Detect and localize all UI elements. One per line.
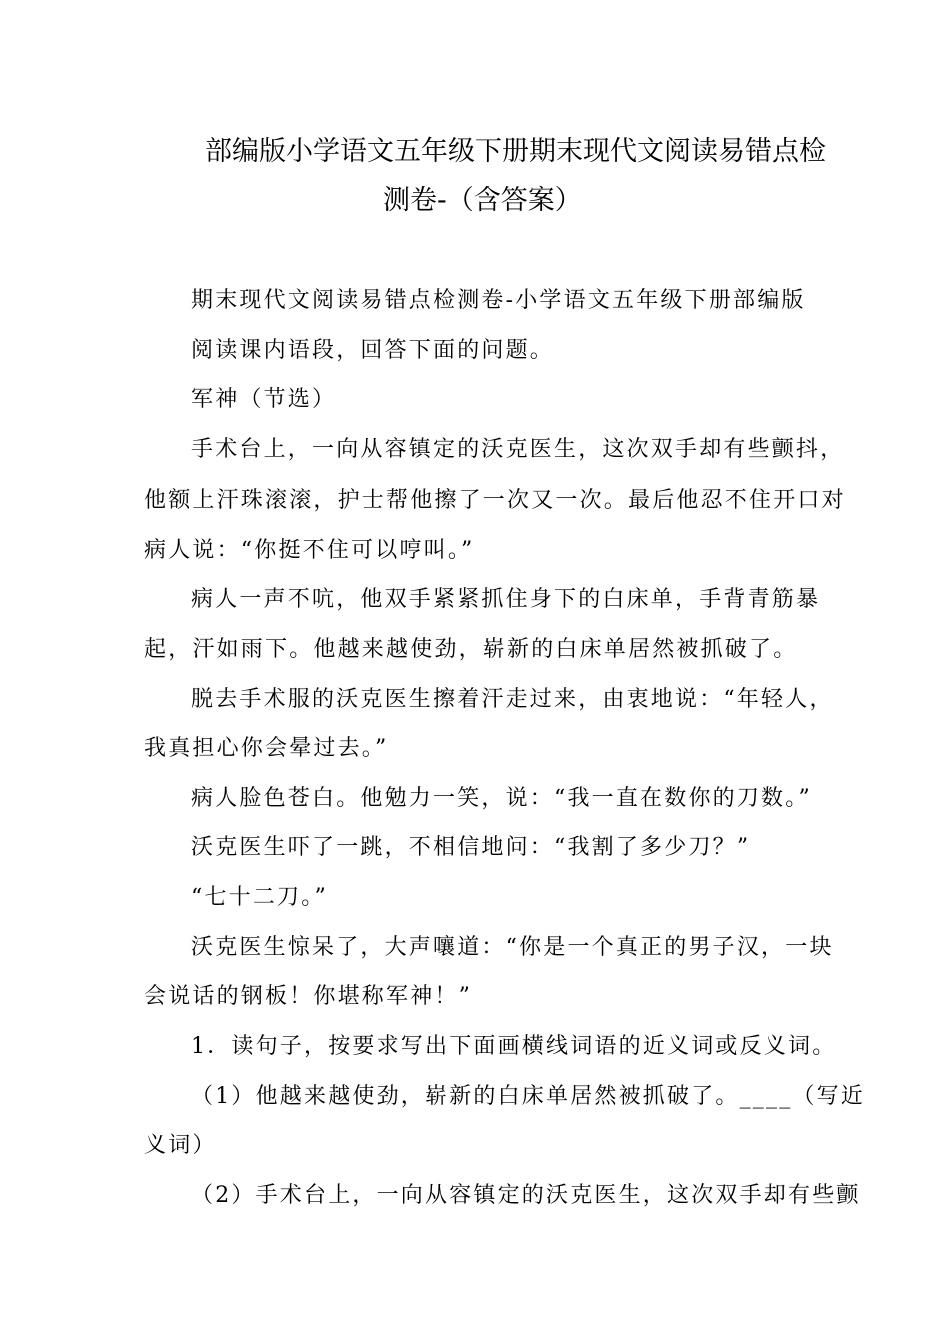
question-1-prompt: 1．读句子，按要求写出下面画横线词语的近义词或反义词。 <box>191 1034 837 1059</box>
passage-line: 沃克医生吓了一跳，不相信地问：“我割了多少刀？” <box>191 835 751 860</box>
subtitle-line: 期末现代文阅读易错点检测卷-小学语文五年级下册部编版 <box>191 288 806 313</box>
passage-line: 脱去手术服的沃克医生擦着汗走过来，由衷地说：“年轻人， <box>191 687 834 712</box>
passage-line: “七十二刀。” <box>191 885 328 910</box>
passage-line: 病人脸色苍白。他勉力一笑，说：“我一直在数你的刀数。” <box>191 786 812 811</box>
question-1-item-1: （1）他越来越使劲，崭新的白床单居然被抓破了。____（写近 <box>191 1084 865 1109</box>
question-1-item-2: （2）手术台上，一向从容镇定的沃克医生，这次双手却有些颤 <box>191 1183 861 1208</box>
document-title-line-2: 测卷-（含答案） <box>383 185 582 216</box>
passage-line: 他额上汗珠滚滚，护士帮他擦了一次又一次。最后他忍不住开口对 <box>144 488 846 513</box>
instruction-line: 阅读课内语段，回答下面的问题。 <box>191 338 555 363</box>
document-title-line-1: 部编版小学语文五年级下册期末现代文阅读易错点检 <box>205 136 826 167</box>
passage-line: 我真担心你会晕过去。” <box>144 736 389 761</box>
question-1-item-1-cont: 义词） <box>144 1133 217 1158</box>
passage-line: 手术台上，一向从容镇定的沃克医生，这次双手却有些颤抖， <box>191 437 845 462</box>
passage-line: 起，汗如雨下。他越来越使劲，崭新的白床单居然被抓破了。 <box>144 637 798 662</box>
passage-line: 病人一声不吭，他双手紧紧抓住身下的白床单，手背青筋暴 <box>191 587 821 612</box>
passage-line: 沃克医生惊呆了，大声嚷道：“你是一个真正的男子汉，一块 <box>191 935 834 960</box>
passage-title: 军神（节选） <box>191 387 337 412</box>
passage-line: 会说话的钢板！你堪称军神！” <box>144 984 473 1009</box>
passage-line: 病人说：“你挺不住可以哼叫。” <box>144 538 475 563</box>
